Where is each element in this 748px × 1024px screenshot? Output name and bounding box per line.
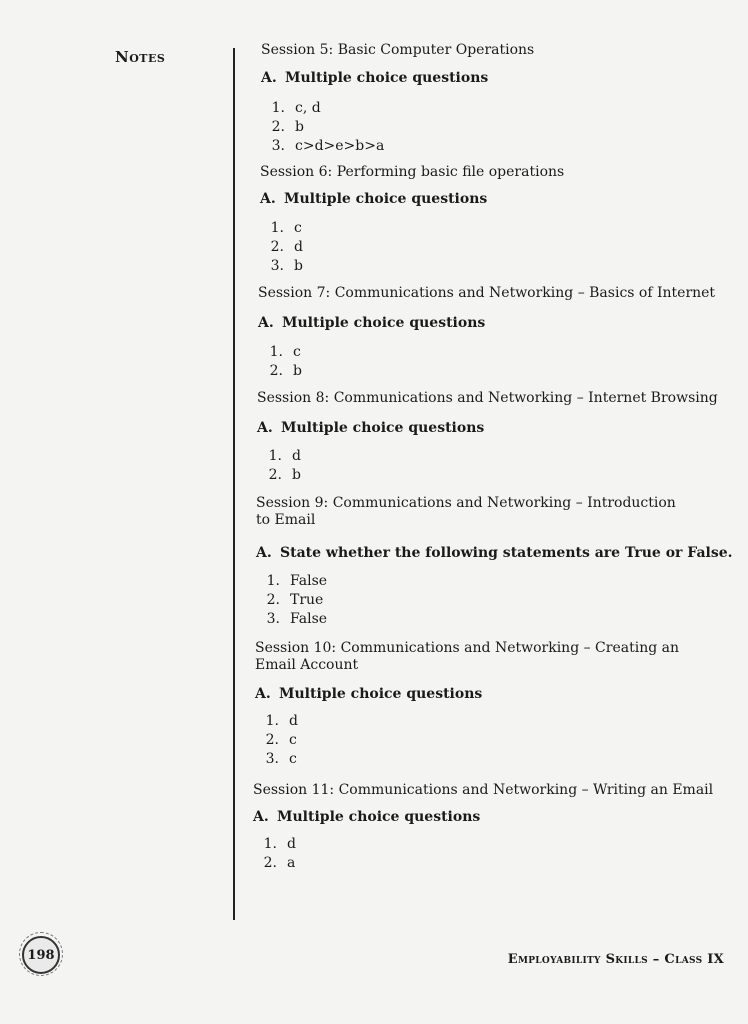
list-item: 1. c, d bbox=[271, 100, 321, 116]
page-number: 198 bbox=[22, 936, 60, 974]
list-item: 3. c>d>e>b>a bbox=[271, 138, 385, 154]
session-6-heading: A. Multiple choice questions bbox=[260, 191, 488, 207]
list-item: 1. d bbox=[265, 713, 298, 729]
list-item: 2. b bbox=[269, 363, 302, 379]
session-8-heading: A. Multiple choice questions bbox=[257, 420, 485, 436]
session-11-heading: A. Multiple choice questions bbox=[253, 809, 481, 825]
list-item: 1. c bbox=[269, 344, 301, 360]
session-10-title-line2: Email Account bbox=[255, 657, 359, 673]
session-7-heading: A. Multiple choice questions bbox=[258, 315, 486, 331]
list-item: 1. False bbox=[266, 573, 328, 589]
list-item: 3. False bbox=[266, 611, 328, 627]
list-item: 2. True bbox=[266, 592, 324, 608]
list-item: 3. c bbox=[265, 751, 297, 767]
list-item: 2. b bbox=[271, 119, 304, 135]
session-5-title: Session 5: Basic Computer Operations bbox=[261, 42, 535, 58]
session-9-heading: A. State whether the following statements are True or False. bbox=[256, 545, 733, 561]
session-8-title: Session 8: Communications and Networking – Internet Browsing bbox=[257, 390, 718, 406]
session-10-title-line1: Session 10: Communications and Networking – Creating an bbox=[255, 640, 679, 656]
list-item: 2. d bbox=[270, 239, 303, 255]
list-item: 2. a bbox=[263, 855, 296, 871]
list-item: 2. c bbox=[265, 732, 297, 748]
session-11-title: Session 11: Communications and Networking – Writing an Email bbox=[253, 782, 714, 798]
list-item: 1. d bbox=[268, 448, 301, 464]
notes-label: Notes bbox=[115, 48, 166, 66]
list-item: 1. d bbox=[263, 836, 296, 852]
heading-text: Multiple choice questions bbox=[285, 70, 489, 86]
session-10-heading: A. Multiple choice questions bbox=[255, 686, 483, 702]
list-item: 2. b bbox=[268, 467, 301, 483]
list-item: 3. b bbox=[270, 258, 303, 274]
list-item: 1. c bbox=[270, 220, 302, 236]
session-9-title-line1: Session 9: Communications and Networking – Introduction bbox=[256, 495, 676, 511]
session-5-heading bbox=[261, 70, 488, 86]
session-9-title-line2: to Email bbox=[256, 512, 316, 528]
session-7-title: Session 7: Communications and Networking – Basics of Internet bbox=[258, 285, 716, 301]
session-6-title: Session 6: Performing basic file operations bbox=[260, 164, 565, 180]
page-footer: Employability Skills – Class IX bbox=[507, 952, 724, 967]
heading-letter: A. bbox=[261, 70, 277, 86]
